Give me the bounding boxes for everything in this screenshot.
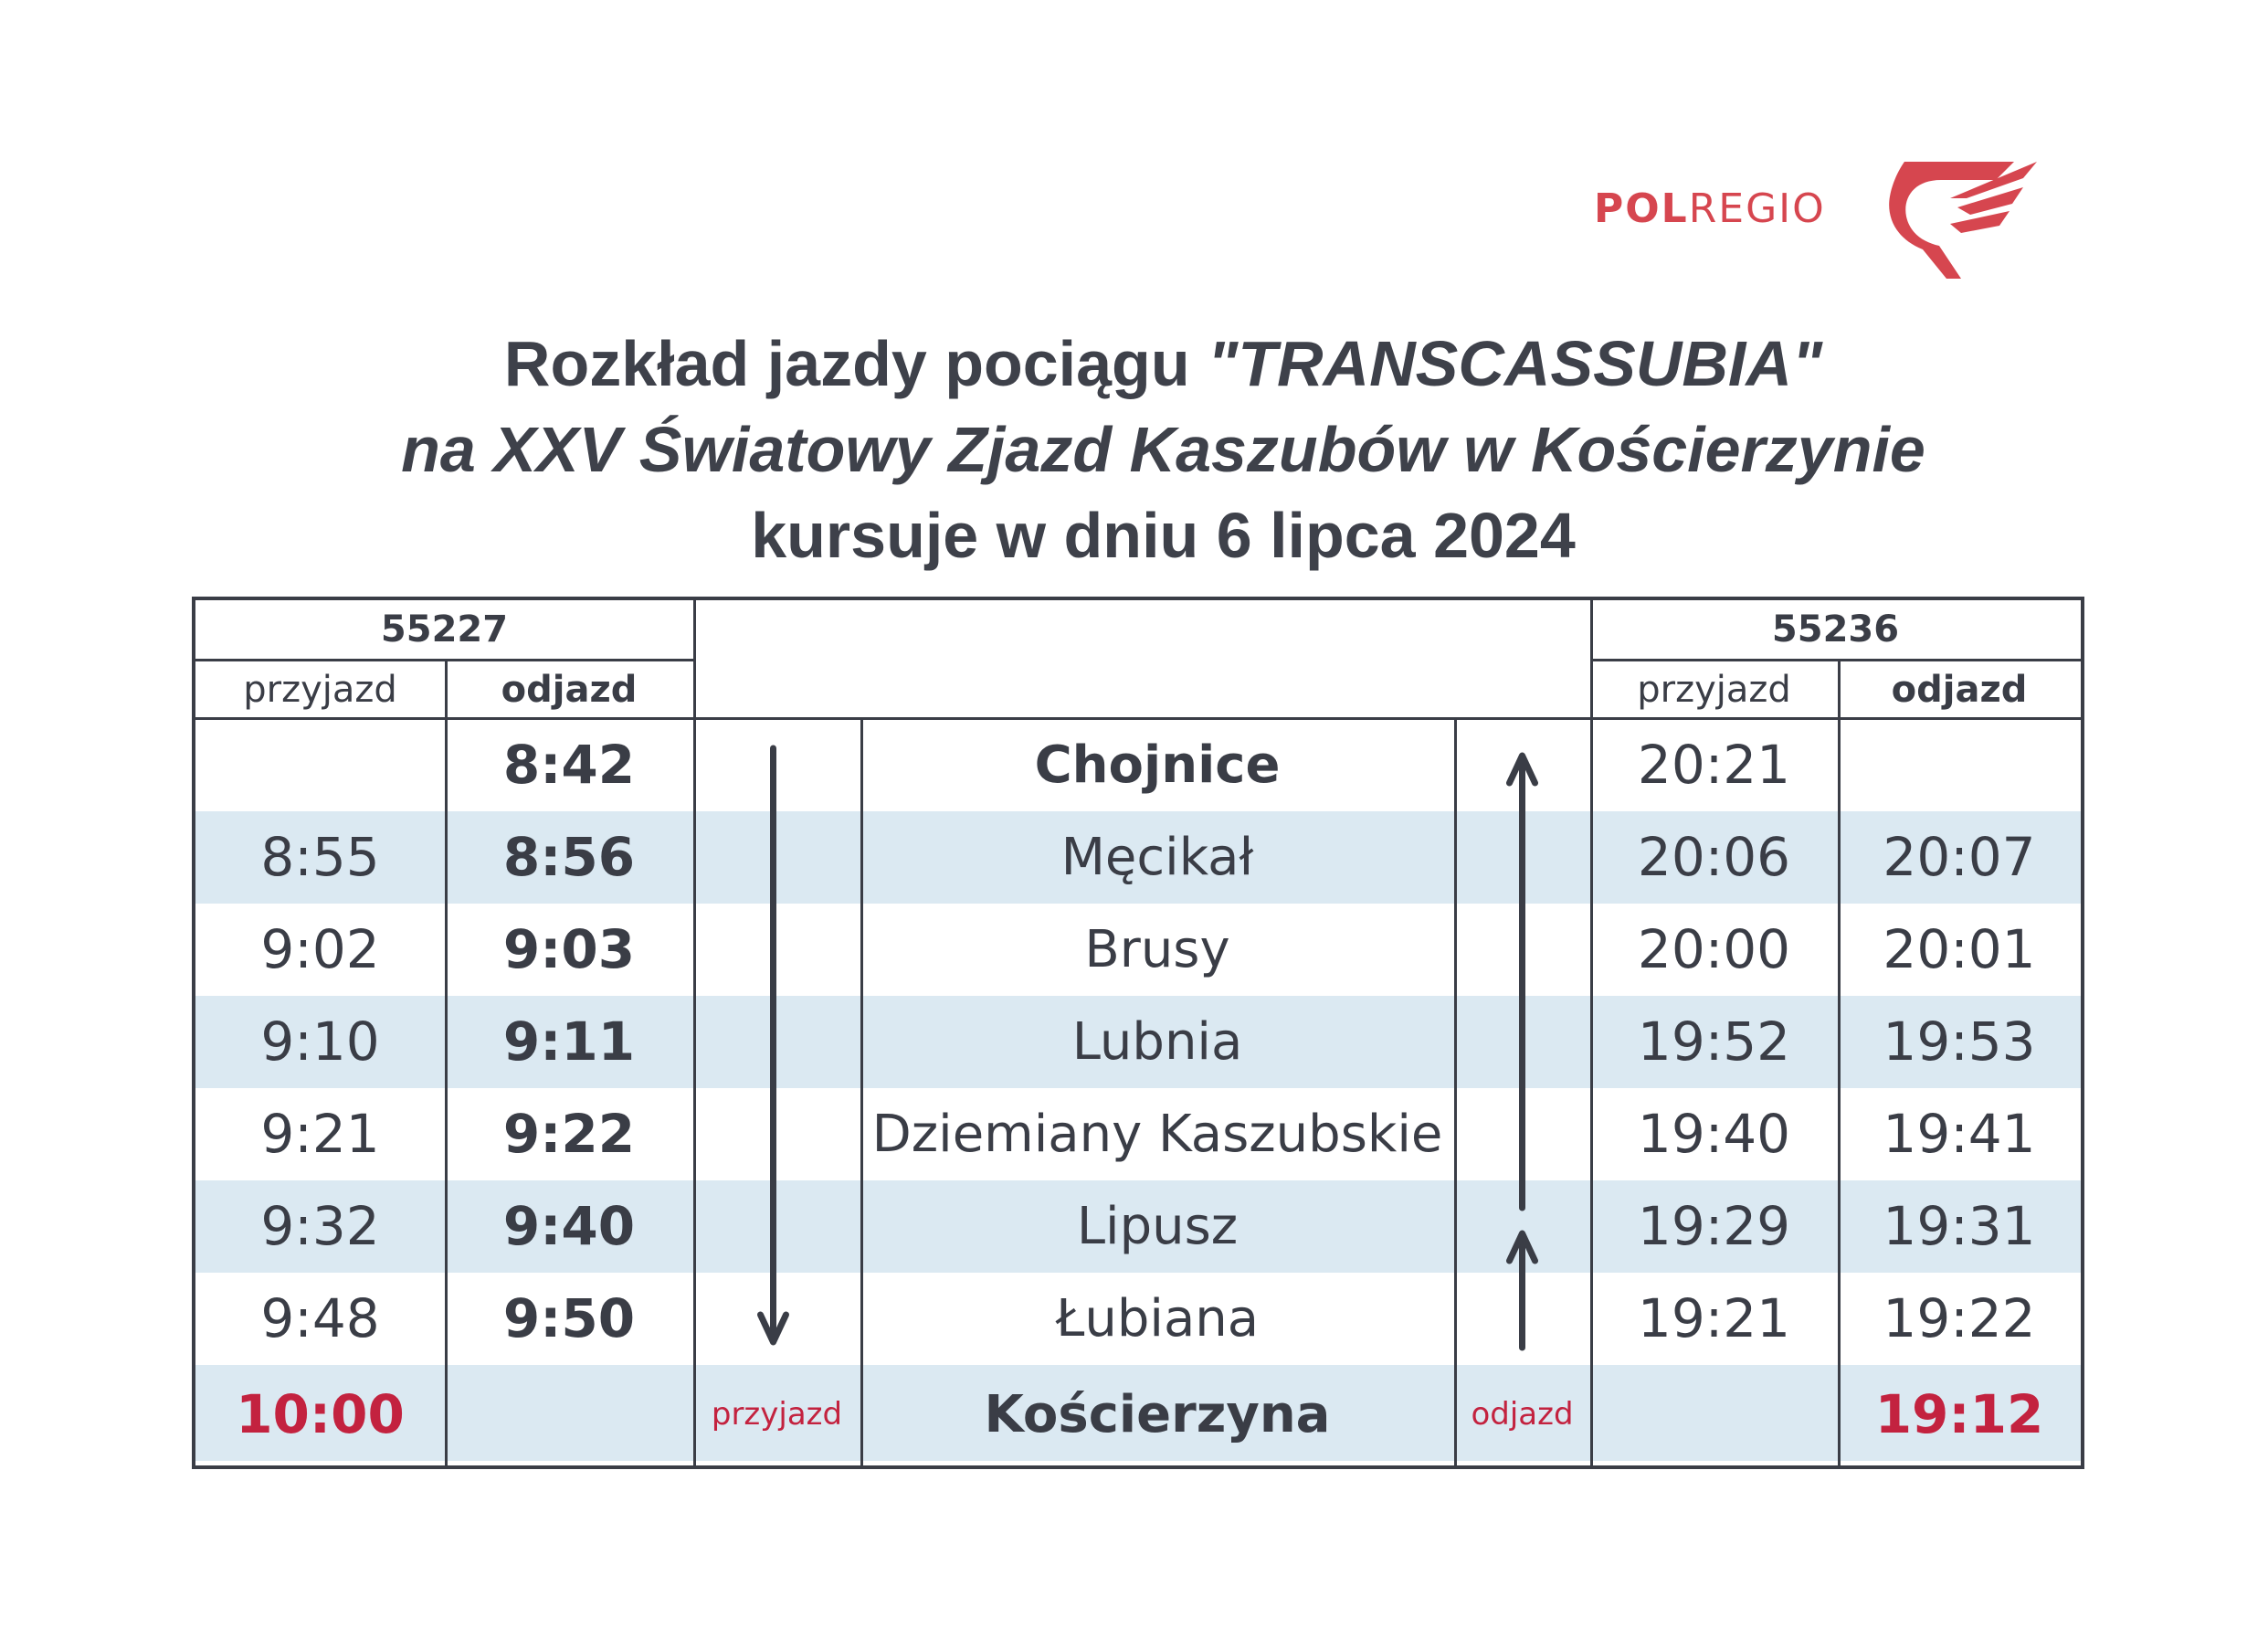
direction-label-out: przyjazd <box>711 1396 843 1433</box>
out-departure-time: 9:03 <box>502 918 636 980</box>
back-arrival-time: 19:52 <box>1637 1010 1791 1073</box>
station-name: Lipusz <box>1076 1197 1239 1256</box>
back-departure-time: 19:22 <box>1883 1287 2036 1349</box>
out-arrival-time: 9:02 <box>260 918 380 980</box>
polregio-logo <box>1594 151 2041 288</box>
out-departure-time: 9:11 <box>502 1010 636 1073</box>
station-name: Dziemiany Kaszubskie <box>871 1105 1443 1164</box>
out-arrival-time: 9:10 <box>260 1010 380 1073</box>
direction-arrows <box>195 600 2081 1466</box>
out-departure-time: 8:56 <box>502 826 636 888</box>
out-arrival-time: 10:00 <box>236 1383 405 1445</box>
back-departure-time: 19:31 <box>1883 1195 2036 1257</box>
out-arrival-time: 8:55 <box>260 826 380 888</box>
back-departure-time: 20:07 <box>1883 826 2036 888</box>
polregio-mark-icon <box>1886 151 2041 288</box>
back-departure-time: 19:12 <box>1874 1383 2044 1445</box>
out-arrival-time: 9:21 <box>260 1103 380 1165</box>
out-departure-time: 8:42 <box>502 734 636 796</box>
train-number-back: 55236 <box>1771 608 1900 650</box>
back-arrival-time: 20:06 <box>1637 826 1791 888</box>
out-arrival-time: 9:48 <box>260 1287 380 1349</box>
out-arrival-time: 9:32 <box>260 1195 380 1257</box>
train-number-out: 55227 <box>380 608 509 650</box>
out-departure-time: 9:40 <box>502 1195 636 1257</box>
station-name: Brusy <box>1084 920 1230 979</box>
station-name: Kościerzyna <box>984 1385 1331 1444</box>
station-name: Łubiana <box>1055 1289 1260 1349</box>
station-name: Lubnia <box>1071 1012 1243 1072</box>
station-name: Chojnice <box>1034 735 1281 795</box>
out-departure-time: 9:22 <box>502 1103 636 1165</box>
header-back-departure: odjazd <box>1891 669 2028 711</box>
out-departure-time: 9:50 <box>502 1287 636 1349</box>
back-departure-time: 20:01 <box>1883 918 2036 980</box>
logo-wordmark: POLREGIO <box>1594 185 1826 232</box>
back-arrival-time: 19:29 <box>1637 1195 1791 1257</box>
back-arrival-time: 20:00 <box>1637 918 1791 980</box>
back-arrival-time: 19:21 <box>1637 1287 1791 1349</box>
timetable <box>192 597 2084 1469</box>
header-out-departure: odjazd <box>501 669 638 711</box>
back-departure-time: 19:41 <box>1883 1103 2036 1165</box>
title-line-1: Rozkład jazdy pociągu "TRANSCASSUBIA" <box>503 328 1823 399</box>
back-arrival-time: 19:40 <box>1637 1103 1791 1165</box>
title-line-3: kursuje w dniu 6 lipca 2024 <box>751 500 1576 571</box>
header-out-arrival: przyjazd <box>243 669 397 711</box>
station-name: Męcikał <box>1060 828 1254 887</box>
title-line-2: na XXV Światowy Zjazd Kaszubów w Kościerzynie <box>401 414 1925 485</box>
header-back-arrival: przyjazd <box>1637 669 1791 711</box>
back-arrival-time: 20:21 <box>1637 734 1791 796</box>
back-departure-time: 19:53 <box>1883 1010 2036 1073</box>
direction-label-back: odjazd <box>1471 1396 1574 1433</box>
